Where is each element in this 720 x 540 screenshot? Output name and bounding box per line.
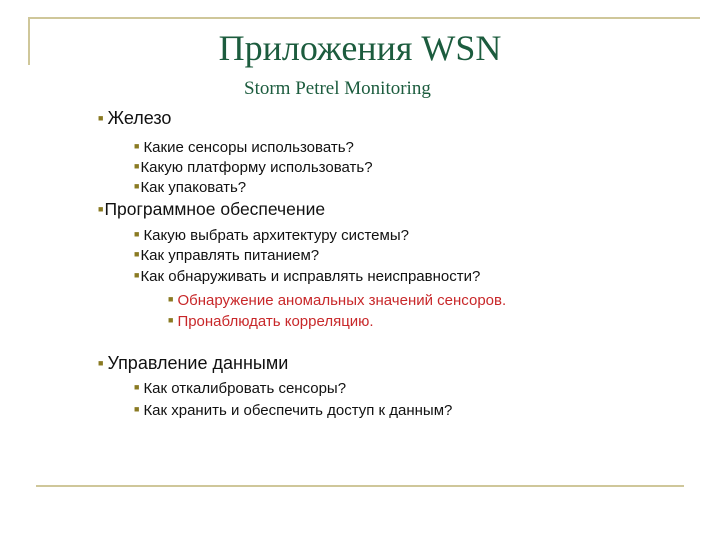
bullet-text: Какую выбрать архитектуру системы? [143,227,409,244]
square-bullet-icon: ■ [134,229,140,239]
bullet-text: Пронаблюдать корреляцию. [177,313,374,330]
sub-bullet-calibration [134,377,346,399]
bullet-text: Обнаружение аномальных значений сенсоров. [177,292,507,309]
square-bullet-icon: ■ [98,204,104,214]
square-bullet-icon: ■ [168,294,174,304]
bullet-text: Как упаковать? [140,179,247,196]
sub-bullet-platform [134,156,373,178]
bullet-text: Какую платформу использовать? [140,159,373,176]
sub-bullet-packaging [134,176,246,198]
sub-bullet-architecture [134,224,409,246]
square-bullet-icon: ■ [98,113,104,123]
square-bullet-icon: ■ [98,358,104,368]
bullet-hardware [98,108,171,128]
square-bullet-icon: ■ [134,161,140,171]
sub-bullet-storage [134,399,452,421]
sub-bullet-sensors [134,136,354,158]
bullet-text: Как откалибровать сенсоры? [143,380,347,397]
bullet-text: Как обнаруживать и исправлять неисправности? [140,268,481,285]
bullet-software [98,199,325,219]
sub-sub-bullet-correlation [168,310,374,332]
square-bullet-icon: ■ [134,181,140,191]
square-bullet-icon: ■ [168,315,174,325]
sub-bullet-power [134,244,319,266]
bullet-text: Какие сенсоры использовать? [143,139,354,156]
bullet-text: Как хранить и обеспечить доступ к данным? [143,402,453,419]
bullet-text: Железо [107,108,172,128]
bullet-text: Как управлять питанием? [140,247,320,264]
sub-bullet-faults [134,265,480,287]
bullet-data-management [98,353,288,373]
sub-sub-bullet-anomalies [168,289,506,311]
slide-subtitle: Storm Petrel Monitoring [244,78,431,99]
frame-bottom-line [36,485,684,487]
square-bullet-icon: ■ [134,141,140,151]
square-bullet-icon: ■ [134,382,140,392]
bullet-text: Программное обеспечение [104,199,326,219]
slide-title: Приложения WSN [218,28,502,68]
bullet-text: Управление данными [107,353,289,373]
square-bullet-icon: ■ [134,404,140,414]
square-bullet-icon: ■ [134,270,140,280]
frame-top-line [28,17,700,19]
square-bullet-icon: ■ [134,249,140,259]
